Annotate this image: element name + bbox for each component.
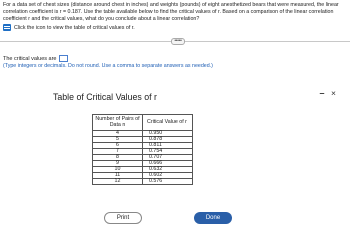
header-r: Critical Value of r xyxy=(143,115,193,131)
cell-r: 0.754 xyxy=(143,149,193,155)
cell-n: 11 xyxy=(93,173,143,179)
print-button[interactable]: Print xyxy=(104,212,142,224)
cell-n: 4 xyxy=(93,131,143,137)
critical-values-input[interactable] xyxy=(59,55,68,62)
done-button[interactable]: Done xyxy=(194,212,232,224)
cell-n: 10 xyxy=(93,167,143,173)
cell-r: 0.666 xyxy=(143,161,193,167)
cell-n: 12 xyxy=(93,179,143,185)
close-button[interactable]: × xyxy=(331,88,336,98)
cell-n: 5 xyxy=(93,137,143,143)
answer-label: The critical values are xyxy=(3,55,57,62)
table-icon[interactable] xyxy=(3,24,11,31)
cell-n: 8 xyxy=(93,155,143,161)
instruction-link[interactable]: Click the icon to view the table of critical values of r. xyxy=(14,24,135,31)
cell-r: 0.576 xyxy=(143,179,193,185)
cell-r: 0.878 xyxy=(143,137,193,143)
cell-r: 0.632 xyxy=(143,167,193,173)
cell-n: 9 xyxy=(93,161,143,167)
table-header-row xyxy=(93,115,193,131)
cell-r: 0.811 xyxy=(143,143,193,149)
cell-n: 7 xyxy=(93,149,143,155)
dialog-title: Table of Critical Values of r xyxy=(53,92,157,102)
cell-r: 0.950 xyxy=(143,131,193,137)
cell-r: 0.602 xyxy=(143,173,193,179)
question-text: For a data set of chest sizes (distance around chest in inches) and weights (pounds) of eight anesthetized bears that were measured, the linear correlation coefficient is r = 0.187. Use the table available below to find the critical values of r. Based on a comparison of the linear correlation coefficient r and the critical values, what do you conclude about a linear correlation? xyxy=(3,2,339,23)
header-n: Number of Pairs of Data n xyxy=(93,115,143,131)
critical-values-table xyxy=(92,114,193,185)
expand-button[interactable]: ••••• xyxy=(171,38,185,45)
instruction-row[interactable] xyxy=(3,23,135,32)
answer-row xyxy=(3,55,68,62)
cell-r: 0.707 xyxy=(143,155,193,161)
cell-n: 6 xyxy=(93,143,143,149)
table-row xyxy=(93,179,193,185)
minimize-button[interactable]: – xyxy=(319,88,325,98)
answer-hint: (Type integers or decimals. Do not round. Use a comma to separate answers as needed.) xyxy=(3,63,213,69)
critical-values-dialog xyxy=(40,80,350,246)
